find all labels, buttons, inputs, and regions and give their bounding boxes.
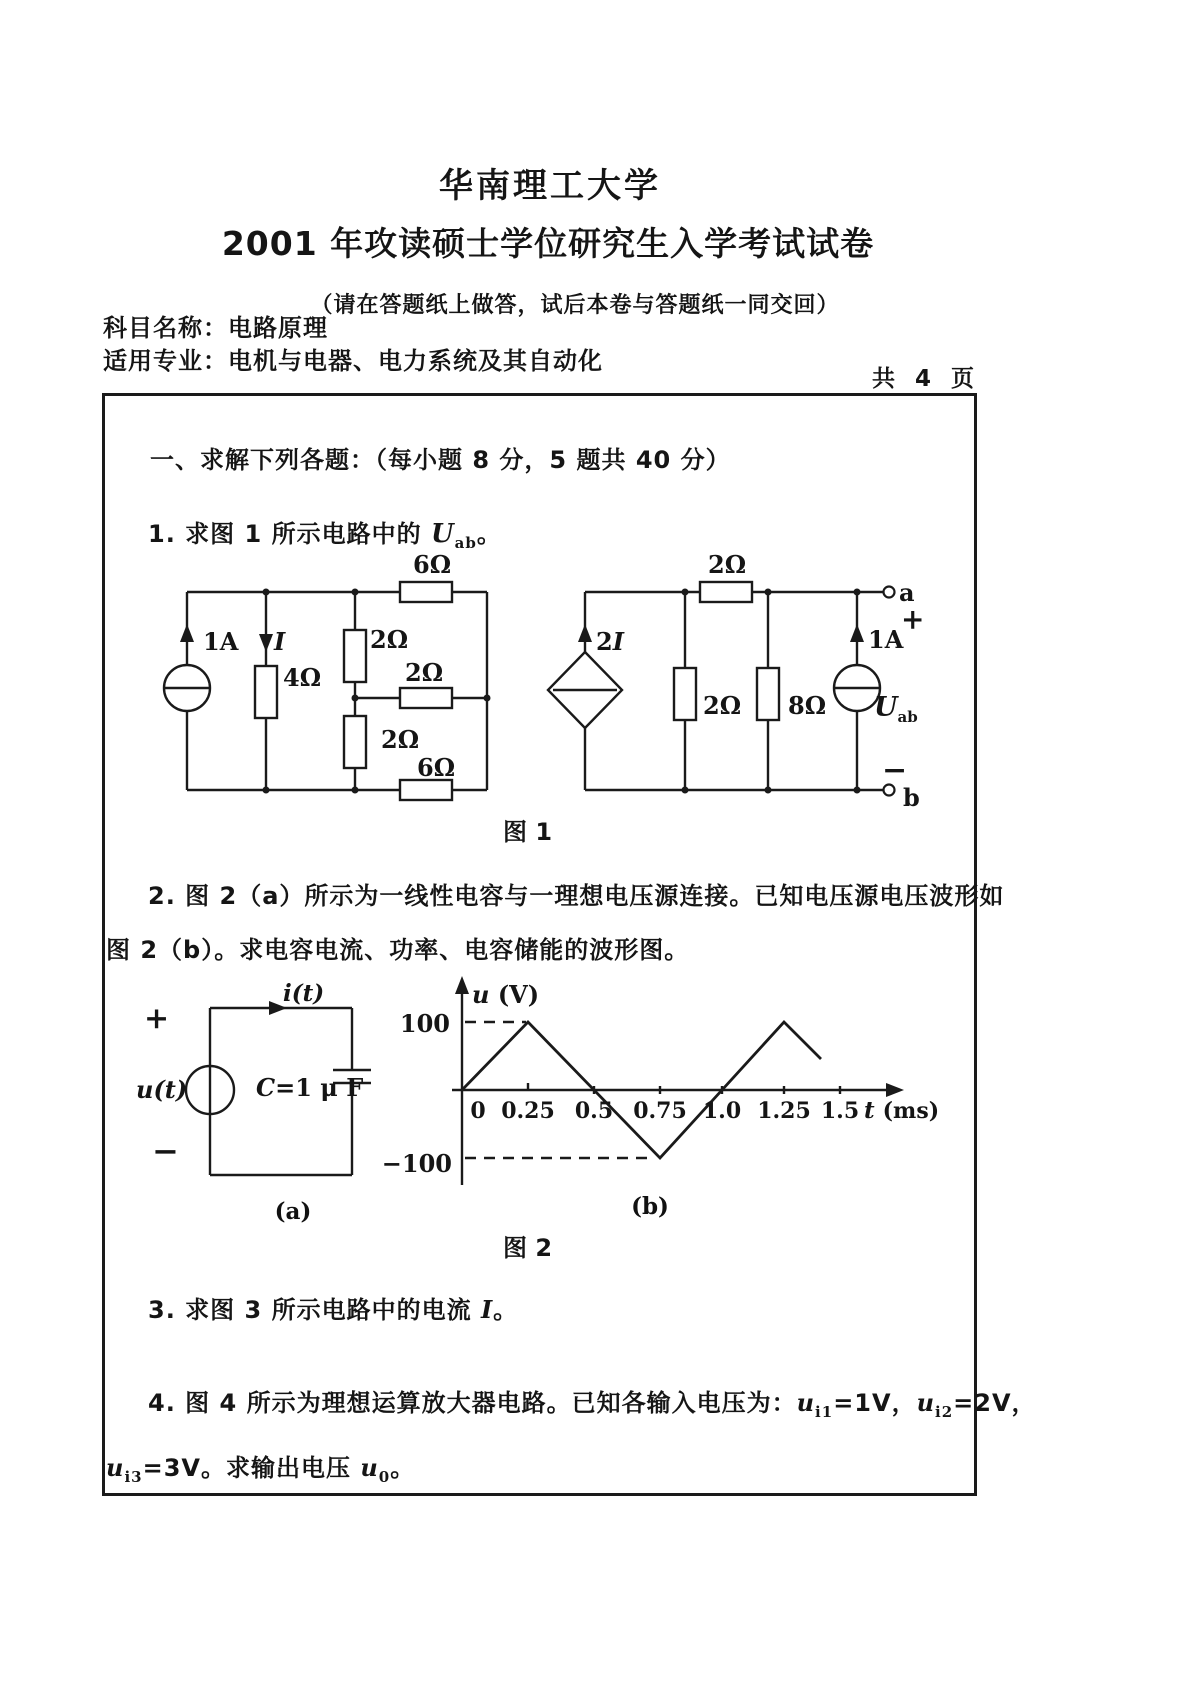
- x-tick-025: 0.25: [501, 1098, 555, 1124]
- q3-prefix: 3. 求图 3 所示电路中的电流: [148, 1296, 481, 1324]
- q4-u2-subscript: i2: [935, 1403, 954, 1421]
- junction-dot: [682, 589, 689, 596]
- y-min-label: −100: [381, 1149, 452, 1178]
- x-tick-125: 1.25: [757, 1098, 811, 1124]
- q4-u3-subscript: i3: [124, 1468, 143, 1486]
- figure2a-subcaption: (a): [274, 1198, 312, 1225]
- label-plus: +: [901, 603, 925, 636]
- resistor-2ohm-middle: [400, 688, 452, 708]
- x-tick-15: 1.5: [820, 1098, 860, 1124]
- x-axis-label: t (ms): [864, 1097, 940, 1124]
- junction-dot: [484, 695, 491, 702]
- label-minus: −: [882, 753, 908, 788]
- exam-instruction: （请在答题纸上做答，试后本卷与答题纸一同交回）: [310, 293, 840, 318]
- figure1-right-circuit: [548, 550, 924, 812]
- label-capacitance: C=1 μ F: [256, 1073, 364, 1102]
- q1-uab-symbol: U: [430, 519, 455, 549]
- q3-current-symbol: I: [480, 1295, 494, 1324]
- junction-dot: [263, 787, 270, 794]
- q3-suffix: 。: [493, 1296, 519, 1324]
- q1-prefix: 1. 求图 1 所示电路中的: [148, 520, 431, 548]
- y-axis-arrow-icon: [455, 976, 469, 994]
- label-current-it: i(t): [283, 980, 325, 1007]
- figure2-diagram: [130, 975, 950, 1200]
- junction-dot: [352, 589, 359, 596]
- junction-dot: [854, 589, 861, 596]
- label-source-1a: 1A: [868, 625, 904, 654]
- resistor-4ohm: [255, 666, 277, 718]
- label-r4: 4Ω: [283, 663, 322, 692]
- junction-dot: [352, 695, 359, 702]
- figure1-left-circuit: [164, 550, 491, 800]
- x-tick-10: 1.0: [702, 1098, 742, 1124]
- x-tick-075: 0.75: [633, 1098, 687, 1124]
- q4-u1-symbol: u: [796, 1388, 816, 1417]
- section1-heading: 一、求解下列各题：（每小题 8 分，5 题共 40 分）: [150, 446, 731, 474]
- resistor-2ohm-lower: [344, 716, 366, 768]
- junction-dot: [263, 589, 270, 596]
- q4-u1-subscript: i1: [815, 1403, 834, 1421]
- x-axis-arrow-icon: [886, 1083, 904, 1097]
- arrow-up-icon: [850, 624, 864, 642]
- label-r2-lower: 2Ω: [381, 725, 420, 754]
- label-r2-shunt: 2Ω: [703, 691, 742, 720]
- resistor-6ohm-bottom: [400, 780, 452, 800]
- junction-dot: [854, 787, 861, 794]
- junction-dot: [682, 787, 689, 794]
- q4-u3-value: =3V。求输出电压: [142, 1454, 361, 1482]
- q4-u2-value: =2V，: [953, 1389, 1037, 1417]
- label-dep-source-2i: 2I: [596, 627, 624, 656]
- question4-line2: [106, 1448, 415, 1486]
- label-r6-top: 6Ω: [413, 550, 452, 579]
- question4-line1: [148, 1383, 1037, 1421]
- label-source-ut: u(t): [136, 1075, 188, 1104]
- y-axis-label: u (V): [472, 980, 540, 1009]
- junction-dot: [765, 589, 772, 596]
- label-terminal-b: b: [903, 783, 920, 812]
- junction-dot: [765, 787, 772, 794]
- q4-prefix: 4. 图 4 所示为理想运算放大器电路。已知各输入电压为：: [148, 1389, 797, 1417]
- figure2b-subcaption: (b): [631, 1193, 669, 1220]
- arrow-down-icon: [259, 634, 273, 652]
- arrow-up-icon: [578, 624, 592, 642]
- y-max-label: 100: [399, 1009, 450, 1038]
- figure1-circuit-diagram: [130, 545, 960, 815]
- q1-suffix: 。: [476, 520, 502, 548]
- q4-u1-value: =1V，: [833, 1389, 917, 1417]
- resistor-2ohm-top: [700, 582, 752, 602]
- q4-uo-subscript: 0: [378, 1468, 391, 1486]
- resistor-2ohm-upper: [344, 630, 366, 682]
- label-r2-top: 2Ω: [708, 550, 747, 579]
- label-r2-upper: 2Ω: [370, 625, 409, 654]
- label-r8: 8Ω: [788, 691, 827, 720]
- figure1-caption: 图 1: [502, 818, 553, 846]
- label-r2-middle: 2Ω: [405, 658, 444, 687]
- figure2-caption: 图 2: [502, 1234, 553, 1262]
- q4-suffix: 。: [390, 1454, 416, 1482]
- label-minus: −: [152, 1132, 179, 1170]
- subject-name: 科目名称：电路原理: [103, 314, 328, 342]
- label-plus: +: [144, 1001, 170, 1036]
- label-current-i: I: [274, 627, 286, 656]
- arrow-up-icon: [180, 624, 194, 642]
- q1-uab-subscript: ab: [454, 534, 477, 552]
- q4-u2-symbol: u: [916, 1388, 936, 1417]
- x-tick-05: 0.5: [574, 1098, 614, 1124]
- junction-dot: [352, 787, 359, 794]
- axis-ticks: [528, 1083, 840, 1094]
- total-pages-note: 共 4 页: [871, 366, 980, 392]
- resistor-8ohm: [757, 668, 779, 720]
- applicable-major: 适用专业：电机与电器、电力系统及其自动化: [103, 347, 603, 375]
- university-title: 华南理工大学: [439, 166, 661, 206]
- x-tick-0: 0: [470, 1098, 486, 1124]
- label-r6-bottom: 6Ω: [417, 753, 456, 782]
- resistor-2ohm-shunt: [674, 668, 696, 720]
- figure2a-circuit: [136, 980, 371, 1175]
- question2-line1: 2. 图 2（a）所示为一线性电容与一理想电压源连接。已知电压源电压波形如: [148, 882, 1005, 910]
- q4-u3-symbol: u: [106, 1453, 125, 1482]
- question3-text: [148, 1290, 518, 1325]
- figure2b-waveform: [382, 976, 939, 1185]
- label-terminal-a: a: [899, 578, 915, 607]
- resistor-6ohm-top: [400, 582, 452, 602]
- label-source-1a: 1A: [203, 627, 239, 656]
- terminal-a: [884, 587, 895, 598]
- exam-title: 2001 年攻读硕士学位研究生入学考试试卷: [221, 224, 875, 263]
- question2-line2: 图 2（b）。求电容电流、功率、电容储能的波形图。: [106, 936, 690, 964]
- label-uab: Uab: [874, 692, 918, 726]
- q4-uo-symbol: u: [360, 1453, 379, 1482]
